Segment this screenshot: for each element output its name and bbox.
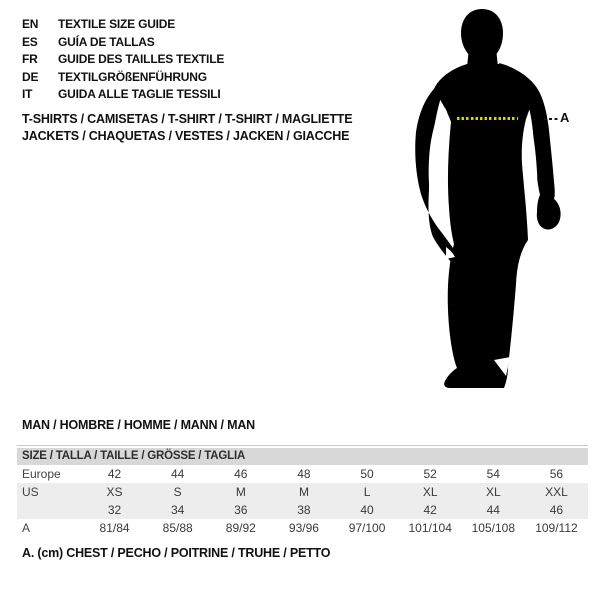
product-lines <box>22 111 352 145</box>
table-row <box>17 519 588 537</box>
size-value: 46 <box>234 467 248 481</box>
language-label: GUIDE DES TAILLES TEXTILE <box>58 52 225 66</box>
size-value: XL <box>485 485 501 499</box>
table-row <box>17 465 588 483</box>
size-value: XL <box>422 485 438 499</box>
size-table <box>17 445 588 537</box>
row-label <box>17 501 83 519</box>
size-value: 32 <box>107 503 122 517</box>
language-label: TEXTILGRÖßENFÜHRUNG <box>58 69 207 84</box>
language-code: IT <box>22 87 33 101</box>
size-value: S <box>173 485 182 499</box>
size-value: 109/112 <box>535 521 578 535</box>
man-silhouette <box>400 0 580 400</box>
language-code: FR <box>22 52 38 66</box>
size-value: 89/92 <box>225 521 256 535</box>
language-code: EN <box>22 17 39 31</box>
size-value: 48 <box>297 467 311 481</box>
size-value: 50 <box>360 467 374 481</box>
size-value: L <box>363 485 371 499</box>
size-value: XS <box>106 485 123 499</box>
man-silhouette-figure <box>400 0 580 400</box>
size-value: 44 <box>171 467 185 481</box>
language-row <box>22 15 224 33</box>
language-label: GUIDA ALLE TAGLIE TESSILI <box>58 87 221 101</box>
product-line: T-SHIRTS / CAMISETAS / T-SHIRT / T-SHIRT / MAGLIETTE <box>22 112 353 126</box>
size-value: 101/104 <box>408 521 452 535</box>
row-label: Europe <box>22 467 61 481</box>
footnote: A. (cm) CHEST / PECHO / POITRINE / TRUHE / PETTO <box>22 546 331 560</box>
size-value: 42 <box>107 467 122 481</box>
size-value: M <box>298 485 309 499</box>
size-value: 42 <box>423 503 437 517</box>
size-value: 54 <box>486 467 500 481</box>
language-row <box>22 50 224 68</box>
language-row <box>22 33 224 51</box>
section-title: MAN / HOMBRE / HOMME / MANN / MAN <box>22 418 255 432</box>
size-value: 34 <box>171 503 185 517</box>
size-value: 44 <box>486 503 500 517</box>
row-label: A <box>22 521 31 535</box>
size-value: 38 <box>297 503 311 517</box>
table-row <box>17 501 588 519</box>
language-list <box>22 15 224 103</box>
size-table-body <box>17 465 588 537</box>
row-label: US <box>22 485 39 499</box>
language-row <box>22 85 224 103</box>
size-value: M <box>235 485 246 499</box>
size-value: 81/84 <box>99 521 130 535</box>
size-value: XXL <box>545 485 568 499</box>
size-value: 46 <box>549 503 564 517</box>
size-value: 105/108 <box>471 521 515 535</box>
size-value: 52 <box>423 467 437 481</box>
language-code: DE <box>22 69 39 84</box>
chest-measure-line <box>457 117 518 120</box>
language-code: ES <box>22 34 38 49</box>
size-table-header: SIZE / TALLA / TAILLE / GRÖSSE / TAGLIA <box>17 448 588 465</box>
language-label: TEXTILE SIZE GUIDE <box>58 17 176 31</box>
measure-label-a: A <box>560 110 570 125</box>
table-row <box>17 483 588 501</box>
size-value: 36 <box>234 503 248 517</box>
size-value: 85/88 <box>162 521 193 535</box>
size-value: 56 <box>549 467 564 481</box>
language-row <box>22 68 224 86</box>
silhouette-torso-legs <box>434 64 537 388</box>
size-value: 97/100 <box>348 521 386 535</box>
language-label: GUÍA DE TALLAS <box>58 34 155 49</box>
measure-pointer-dashes <box>544 118 559 120</box>
product-line: JACKETS / CHAQUETAS / VESTES / JACKEN / GIACCHE <box>22 129 350 143</box>
size-value: 93/96 <box>288 521 319 535</box>
size-value: 40 <box>360 503 374 517</box>
